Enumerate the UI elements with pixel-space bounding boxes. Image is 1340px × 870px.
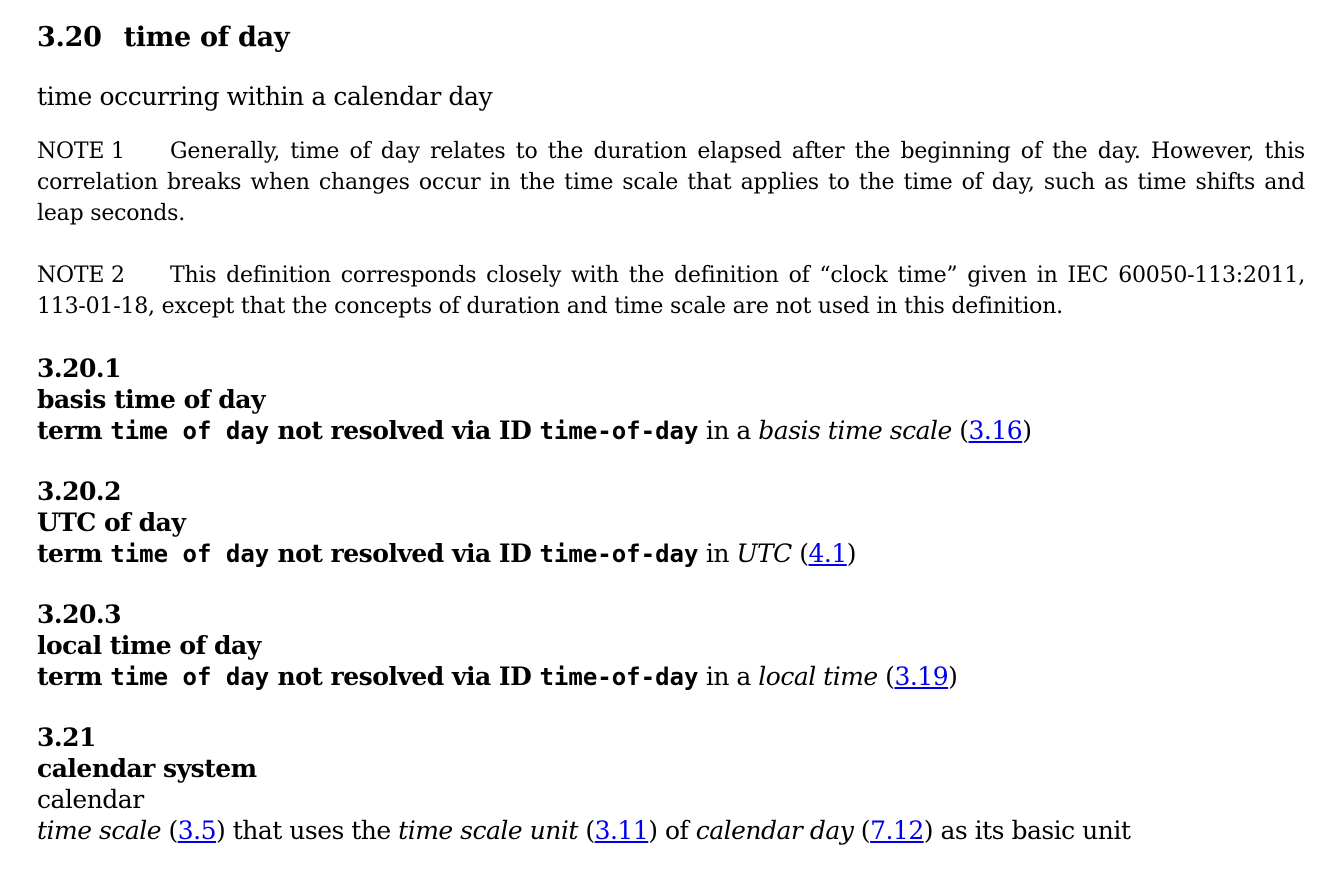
subentry-term: local time of day [37,631,261,660]
error-prefix: term [37,662,111,691]
error-term: time of day [110,540,270,568]
entry-number: 3.21 [37,723,96,752]
cross-reference-link[interactable]: 3.19 [894,662,949,691]
error-text: not resolved via ID [269,416,540,445]
definition-text: as its basic unit [933,816,1131,845]
note-2 [37,260,1305,322]
referenced-term: time scale unit [398,816,578,845]
definition-text: in [698,539,737,568]
subentry-definition: term time of day not resolved via ID time-of-day in a local time (3.19) [37,662,958,691]
note-1 [37,136,1305,229]
referenced-term: basis time scale [758,416,952,445]
subentry-term: basis time of day [37,385,265,414]
subentry-3-20-1 [37,353,1031,447]
entry-term: time of day [123,22,290,53]
definition-text: of [657,816,696,845]
note-text: This definition corresponds closely with the definition of “clock time” given in IEC 60050-113:2011, 113-01-18, except that the concepts of duration and time scale are not used in this definition. [37,263,1305,319]
subentry-definition: term time of day not resolved via ID time-of-day in UTC (4.1) [37,539,857,568]
error-id: time-of-day [539,663,699,691]
error-text: not resolved via ID [269,662,540,691]
entry-term: calendar system [37,754,257,783]
error-text: not resolved via ID [269,539,540,568]
subentry-definition: term time of day not resolved via ID time-of-day in a basis time scale (3.16) [37,416,1032,445]
cross-reference-link[interactable]: 4.1 [808,539,847,568]
entry-heading-3-20 [37,22,289,53]
referenced-term: calendar day [695,816,854,845]
subentry-number: 3.20.3 [37,600,121,629]
entry-3-21 [37,722,1130,846]
admitted-term: calendar [37,785,144,814]
entry-definition: time scale (3.5) that uses the time scale unit (3.11) of calendar day (7.12) as its basic unit [37,816,1131,845]
definition-text: in a [698,416,759,445]
error-term: time of day [110,663,270,691]
definition-text: in a [698,662,759,691]
subentry-number: 3.20.2 [37,477,121,506]
entry-definition: time occurring within a calendar day [37,82,493,111]
subentry-term: UTC of day [37,508,186,537]
entry-number: 3.20 [37,22,102,53]
note-label: NOTE 1 [37,139,125,164]
cross-reference-link[interactable]: 3.5 [177,816,216,845]
error-id: time-of-day [539,540,699,568]
note-text: Generally, time of day relates to the duration elapsed after the beginning of the day. However, this correlation breaks when changes occur in the time scale that applies to the time of day, such as time shifts and leap seconds. [37,139,1305,226]
subentry-3-20-2 [37,476,856,570]
referenced-term: local time [758,662,878,691]
cross-reference-link[interactable]: 3.16 [968,416,1023,445]
error-prefix: term [37,416,111,445]
error-term: time of day [110,417,270,445]
error-prefix: term [37,539,111,568]
cross-reference-link[interactable]: 7.12 [870,816,924,845]
cross-reference-link[interactable]: 3.11 [594,816,649,845]
referenced-term: UTC [736,539,792,568]
definition-text: that uses the [225,816,399,845]
subentry-number: 3.20.1 [37,354,121,383]
error-id: time-of-day [539,417,699,445]
subentry-3-20-3 [37,599,957,693]
note-label: NOTE 2 [37,263,125,288]
referenced-term: time scale [37,816,162,845]
